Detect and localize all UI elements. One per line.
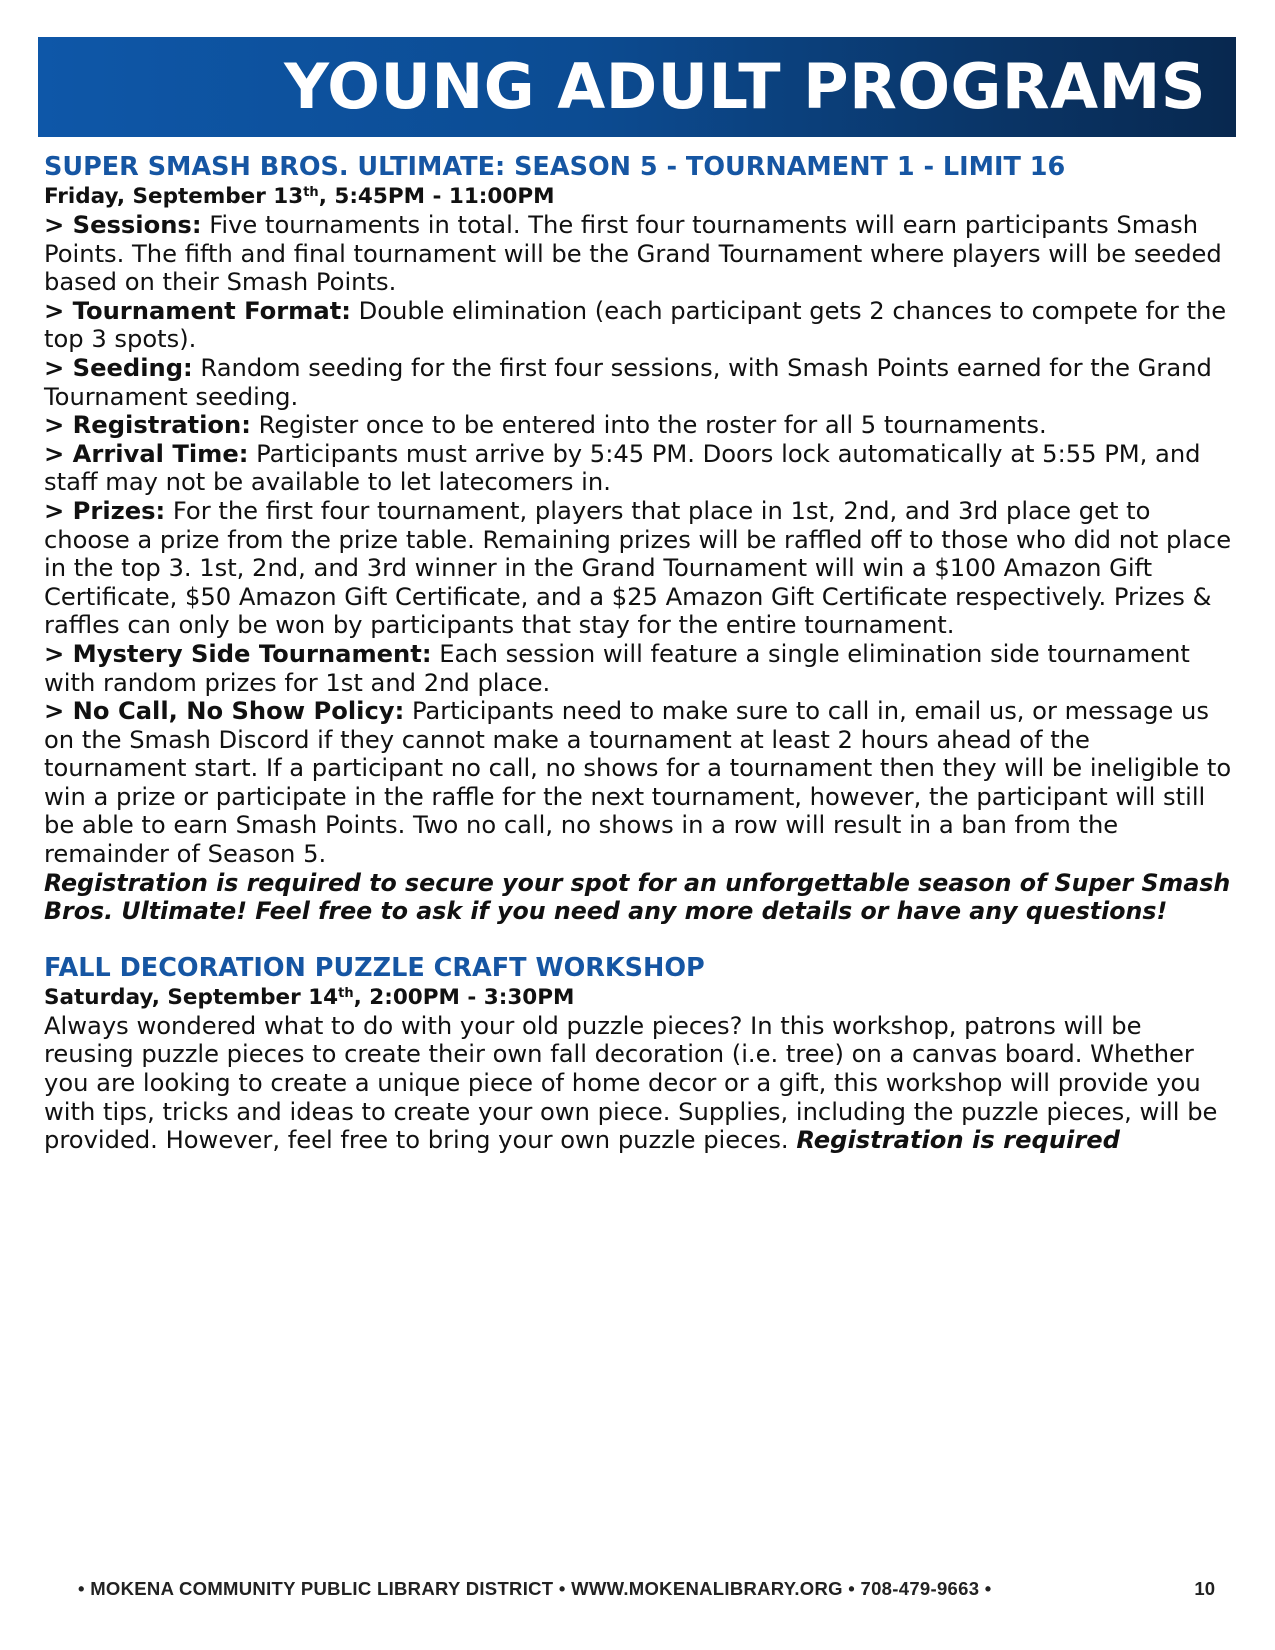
event-description <box>44 1012 1234 1155</box>
detail-seeding <box>44 354 1234 411</box>
event-date: Saturday, September 14th, 2:00PM - 3:30PM <box>44 984 575 1010</box>
event-smash-tournament <box>44 151 1234 926</box>
event-date: Friday, September 13th, 5:45PM - 11:00PM <box>44 184 555 209</box>
description-text: Always wondered what to do with your old puzzle pieces? In this workshop, patrons will be reusing puzzle pieces to create their own fall decoration (i.e. tree) on a canvas board. Whether you are looking to create a unique piece of home decor or a gift, this workshop will provide you with tips, tricks and ideas to create your own piece. Supplies, including the puzzle pieces, will be provided. However, feel free to bring your own puzzle pieces. <box>44 1011 1218 1155</box>
detail-label: > Prizes: <box>44 496 166 525</box>
detail-label: > Seeding: <box>44 353 193 382</box>
event-puzzle-craft-workshop <box>44 952 1234 1155</box>
page-title: YOUNG ADULT PROGRAMS <box>284 50 1206 123</box>
footer-contact-line: • MOKENA COMMUNITY PUBLIC LIBRARY DISTRICT • WWW.MOKENALIBRARY.ORG • 708-479-9663 • <box>78 1578 992 1599</box>
detail-text: Participants need to make sure to call in, email us, or message us on the Smash Discord if they cannot make a tournament at least 2 hours ahead of the tournament start. If a participant no call, no shows for a tournament then they will be ineligible to win a prize or participate in the raffle for the next tournament, however, the participant will still be able to earn Smash Points. Two no call, no shows in a row will result in a ban from the remainder of Season 5. <box>44 697 1232 869</box>
event-title: SUPER SMASH BROS. ULTIMATE: SEASON 5 - TOURNAMENT 1 - LIMIT 16 <box>44 152 1066 182</box>
header-banner <box>38 37 1236 137</box>
detail-sessions <box>44 211 1234 297</box>
detail-label: > Registration: <box>44 411 251 440</box>
detail-arrival-time <box>44 440 1234 497</box>
date-ordinal-suffix: th <box>338 985 354 1001</box>
detail-prizes <box>44 497 1234 640</box>
detail-text: For the first four tournament, players that place in 1st, 2nd, and 3rd place get to choose a prize from the prize table. Remaining prizes will be raffled off to those who did not place in the top 3. 1st, 2nd, and 3rd winner in the Grand Tournament will win a $100 Amazon Gift Certificate, $50 Amazon Gift Certificate, and a $25 Amazon Gift Certificate respectively. Prizes & raffles can only be won by participants that stay for the entire tournament. <box>44 496 1232 640</box>
detail-mystery-side-tournament <box>44 640 1234 697</box>
detail-text: Five tournaments in total. The first four tournaments will earn participants Smash Points. The fifth and final tournament will be the Grand Tournament where players will be seeded based on their Smash Points. <box>44 211 1222 297</box>
detail-label: > Mystery Side Tournament: <box>44 639 432 668</box>
detail-label: > Tournament Format: <box>44 296 351 325</box>
detail-text: Random seeding for the first four sessions, with Smash Points earned for the Grand Tournament seeding. <box>44 353 1212 411</box>
detail-label: > No Call, No Show Policy: <box>44 697 405 726</box>
detail-text: Register once to be entered into the roster for all 5 tournaments. <box>250 411 1047 440</box>
detail-tournament-format <box>44 297 1234 354</box>
event-title: FALL DECORATION PUZZLE CRAFT WORKSHOP <box>44 952 705 983</box>
date-ordinal-suffix: th <box>303 185 319 200</box>
page-number: 10 <box>1194 1578 1215 1599</box>
detail-no-call-no-show <box>44 697 1234 869</box>
detail-label: > Sessions: <box>44 211 202 239</box>
detail-text: Each session will feature a single elimination side tournament with random prizes for 1st and 2nd place. <box>44 639 1190 697</box>
registration-note: Registration is required to secure your spot for an unforgettable season of Super Smash Bros. Ultimate! Feel free to ask if you need any more details or have any questions! <box>44 868 1231 926</box>
detail-registration <box>44 411 1234 440</box>
main-content <box>44 151 1234 1155</box>
detail-text: Participants must arrive by 5:45 PM. Doors lock automatically at 5:55 PM, and staff may not be available to let latecomers in. <box>44 439 1201 497</box>
detail-text: Double elimination (each participant gets 2 chances to compete for the top 3 spots). <box>44 296 1227 354</box>
section-spacer <box>44 926 1234 952</box>
detail-label: > Arrival Time: <box>44 439 249 468</box>
registration-note: Registration is required <box>796 1126 1120 1155</box>
